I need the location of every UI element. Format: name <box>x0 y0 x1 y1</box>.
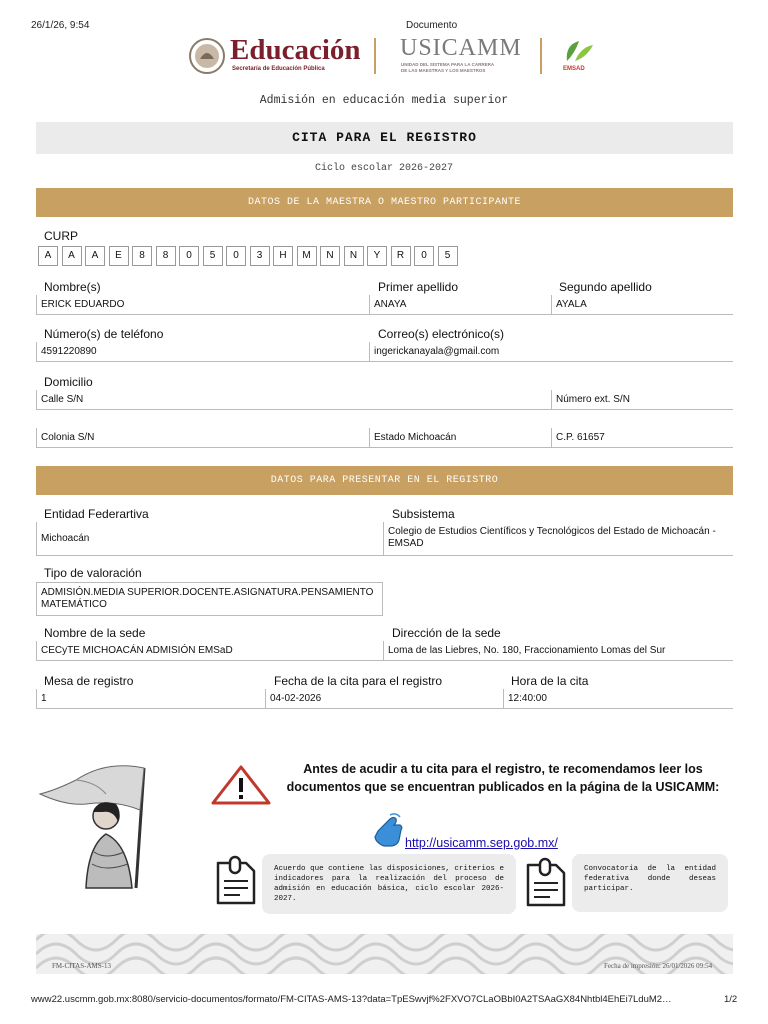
curp-char: M <box>297 246 317 266</box>
tipo-valoracion-label: Tipo de valoración <box>44 566 142 580</box>
curp-char: 3 <box>250 246 270 266</box>
nombres-field: ERICK EDUARDO <box>36 295 369 315</box>
curp-char: 0 <box>226 246 246 266</box>
colonia-field: Colonia S/N <box>36 428 369 448</box>
doc-convocatoria: Convocatoria de la entidad federativa donde deseas participar. <box>572 854 728 912</box>
entidad-label: Entidad Federartiva <box>44 507 149 521</box>
woman-flag-illustration <box>36 760 166 890</box>
doc-acuerdo: Acuerdo que contiene las disposiciones, criterios e indicadores para la realización del proceso de admisión en educación básica, ciclo escolar 2026-2027. <box>262 854 516 914</box>
curp-char: 0 <box>414 246 434 266</box>
hora-cita-label: Hora de la cita <box>511 674 589 688</box>
calle-field: Calle S/N <box>36 390 551 410</box>
curp-char: N <box>320 246 340 266</box>
subsistema-field: Colegio de Estudios Científicos y Tecnológicos del Estado de Michoacán - EMSAD <box>383 522 733 556</box>
usicamm-link[interactable]: http://usicamm.sep.gob.mx/ <box>405 836 558 850</box>
curp-label: CURP <box>44 229 79 243</box>
direccion-sede-field: Loma de las Liebres, No. 180, Fraccionamiento Lomas del Sur <box>383 641 733 661</box>
print-date: Fecha de impresión: 26/01/2026 09:54 <box>604 962 713 970</box>
entidad-field: Michoacán <box>36 522 383 556</box>
curp-char: A <box>38 246 58 266</box>
page-number: 1/2 <box>724 994 738 1005</box>
telefono-label: Número(s) de teléfono <box>44 327 164 341</box>
curp-char: A <box>62 246 82 266</box>
primer-apellido-label: Primer apellido <box>378 280 459 294</box>
usicamm-logo-sub-2: DE LAS MAESTRAS Y LOS MAESTROS <box>401 68 486 73</box>
nombres-label: Nombre(s) <box>44 280 101 294</box>
section-participant-heading: DATOS DE LA MAESTRA O MAESTRO PARTICIPANTE <box>36 188 733 217</box>
curp-char: R <box>391 246 411 266</box>
document-icon <box>212 855 262 907</box>
pointing-hand-icon <box>370 813 404 849</box>
educacion-logo-text: Educación <box>230 34 361 66</box>
subsistema-label: Subsistema <box>392 507 455 521</box>
print-url: www22.uscmm.gob.mx:8080/servicio-documentos/formato/FM-CITAS-AMS-13?data=TpESwvjf%2FXVO7CLaOBbI0A2TSAaGX84Nhtbl4EhEi7LduM2… <box>31 994 672 1005</box>
fecha-cita-label: Fecha de la cita para el registro <box>274 674 443 688</box>
direccion-sede-label: Dirección de la sede <box>392 626 501 640</box>
mesa-label: Mesa de registro <box>44 674 134 688</box>
form-code: FM-CITAS-AMS-13 <box>52 962 111 970</box>
educacion-logo-sub: Secretaría de Educación Pública <box>232 66 325 72</box>
segundo-apellido-label: Segundo apellido <box>559 280 652 294</box>
curp-char: 8 <box>156 246 176 266</box>
curp-char: Y <box>367 246 387 266</box>
domicilio-label: Domicilio <box>44 375 93 389</box>
correo-label: Correo(s) electrónico(s) <box>378 327 505 341</box>
usicamm-logo-sub-1: UNIDAD DEL SISTEMA PARA LA CARRERA <box>401 62 495 67</box>
telefono-field: 4591220890 <box>36 342 369 362</box>
sede-field: CECyTE MICHOACÁN ADMISIÓN EMSaD <box>36 641 383 661</box>
logo-divider-2 <box>540 38 542 74</box>
mesa-field: 1 <box>36 689 265 709</box>
emsad-logo-text: EMSAD <box>563 66 585 72</box>
print-datetime: 26/1/26, 9:54 <box>31 20 90 31</box>
mexico-seal-icon <box>188 37 226 75</box>
curp-char: H <box>273 246 293 266</box>
curp-char: 5 <box>438 246 458 266</box>
page-subtitle: Admisión en educación media superior <box>259 94 509 107</box>
curp-char: E <box>109 246 129 266</box>
estado-field: Estado Michoacán <box>369 428 551 448</box>
curp-char: A <box>85 246 105 266</box>
curp-char: 0 <box>179 246 199 266</box>
hora-cita-field: 12:40:00 <box>503 689 733 709</box>
correo-field: ingerickanayala@gmail.com <box>369 342 733 362</box>
logo-divider <box>374 38 376 74</box>
curp-char: 8 <box>132 246 152 266</box>
cp-field: C.P. 61657 <box>551 428 733 448</box>
usicamm-logo-text: USICAMM <box>400 35 522 61</box>
warning-icon <box>210 764 272 806</box>
cycle-label: Ciclo escolar 2026-2027 <box>314 163 454 174</box>
print-doc-title: Documento <box>406 20 458 31</box>
numero-ext-field: Número ext. S/N <box>551 390 733 410</box>
document-icon-2 <box>522 857 572 909</box>
curp-char: 5 <box>203 246 223 266</box>
sede-label: Nombre de la sede <box>44 626 146 640</box>
primer-apellido-field: ANAYA <box>369 295 551 315</box>
curp-char: N <box>344 246 364 266</box>
notice-text: Antes de acudir a tu cita para el registro, te recomendamos leer los documentos que se encuentran publicados en la página de la USICAMM: <box>286 762 720 794</box>
section-registro-heading: DATOS PARA PRESENTAR EN EL REGISTRO <box>36 466 733 495</box>
emsad-leaf-icon <box>561 37 597 67</box>
segundo-apellido-field: AYALA <box>551 295 733 315</box>
page-title: CITA PARA EL REGISTRO <box>36 122 733 154</box>
fecha-cita-field: 04-02-2026 <box>265 689 503 709</box>
tipo-valoracion-field: ADMISIÓN.MEDIA SUPERIOR.DOCENTE.ASIGNATURA.PENSAMIENTO MATEMÁTICO <box>36 582 383 616</box>
